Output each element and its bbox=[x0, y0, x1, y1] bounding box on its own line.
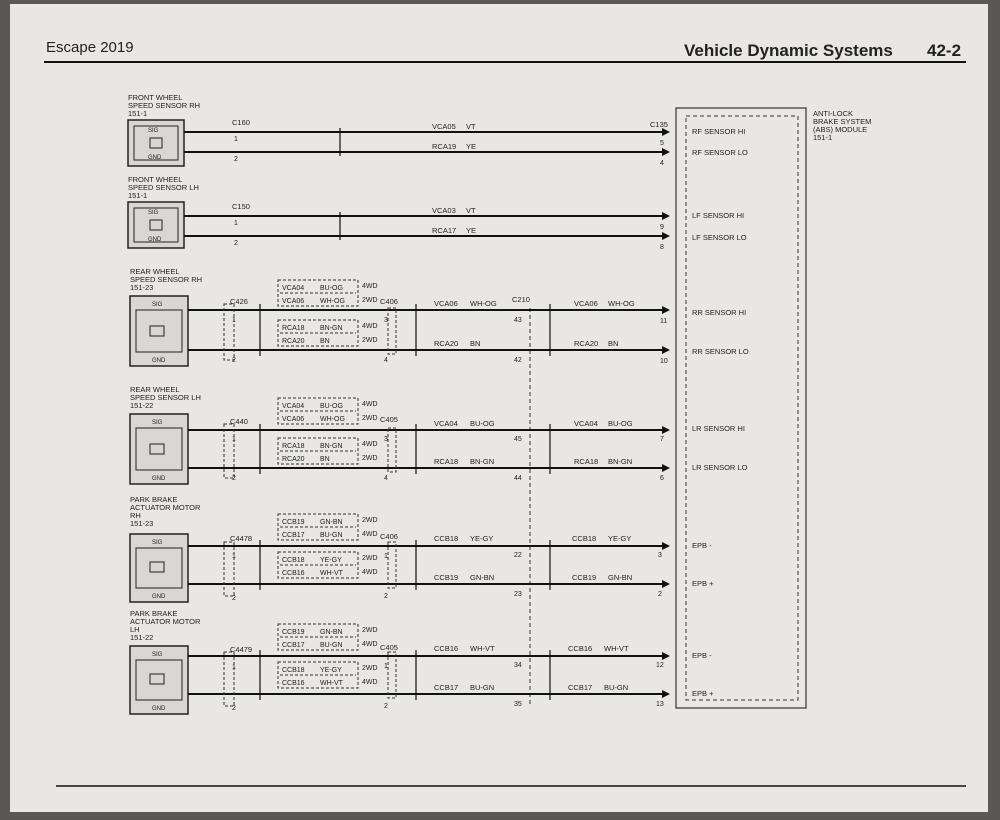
front-lh-circuit-lo: RCA17 bbox=[432, 226, 457, 235]
front-rh-connector: C160 bbox=[232, 118, 250, 127]
park-rh-circuit-hi: CCB18 bbox=[434, 534, 459, 543]
front-rh-circuit-hi: VCA05 bbox=[432, 122, 456, 131]
rear-lh-mod-pin-lo: 6 bbox=[660, 475, 664, 482]
rear-lh-circuit-lo: RCA18 bbox=[434, 457, 459, 466]
front-lh-circuit-hi: VCA03 bbox=[432, 206, 456, 215]
front-rh-gnd-label: GND bbox=[148, 155, 162, 161]
rear-lh-vbox-hi-color-b: WH-OG bbox=[320, 416, 345, 423]
park-rh-vbox-lo-variant-b: 4WD bbox=[362, 569, 378, 576]
park-lh-label-4: 151-22 bbox=[130, 633, 154, 642]
park-lh-vbox-hi-circuit-a: CCB19 bbox=[282, 629, 305, 636]
park-lh-inline-pin-lo: 35 bbox=[514, 701, 522, 708]
rear-lh-circuit2-hi: VCA04 bbox=[574, 419, 598, 428]
rear-lh-sensor-section bbox=[130, 385, 748, 484]
park-lh-vbox-lo-circuit-a: CCB18 bbox=[282, 667, 305, 674]
wiring-diagram bbox=[10, 4, 988, 812]
rear-rh-label-2: SPEED SENSOR RH bbox=[130, 275, 203, 284]
rear-rh-color-hi: WH-OG bbox=[470, 299, 497, 308]
arrow-epb-lh-pos bbox=[662, 690, 670, 698]
arrow-lr-lo bbox=[662, 464, 670, 472]
rear-rh-circuit2-hi: VCA06 bbox=[574, 299, 598, 308]
park-rh-mid-connector: C406 bbox=[380, 532, 398, 541]
park-rh-inline-pin-lo: 23 bbox=[514, 591, 522, 598]
park-lh-vbox-hi-color-a: GN-BN bbox=[320, 629, 343, 636]
park-lh-vbox-lo-color-b: WH-VT bbox=[320, 680, 343, 687]
park-rh-color2-lo: GN-BN bbox=[608, 573, 633, 582]
park-lh-color-lo: BU-GN bbox=[470, 683, 495, 692]
rear-lh-gnd-label: GND bbox=[152, 476, 166, 482]
rear-lh-c405-outline bbox=[388, 428, 396, 472]
rear-lh-color-lo: BN-GN bbox=[470, 457, 495, 466]
park-rh-pin-1: 1 bbox=[232, 553, 236, 560]
rear-rh-connector: C426 bbox=[230, 297, 248, 306]
front-lh-gnd-label: GND bbox=[148, 237, 162, 243]
rear-rh-label-3: 151-23 bbox=[130, 283, 154, 292]
front-rh-signal-lo: RF SENSOR LO bbox=[692, 148, 748, 157]
park-rh-vbox-hi-circuit-b: CCB17 bbox=[282, 532, 305, 539]
park-lh-c4479-outline bbox=[224, 652, 234, 706]
park-lh-sig-label: SIG bbox=[152, 652, 163, 658]
park-rh-sig-label: SIG bbox=[152, 540, 163, 546]
rear-lh-vbox-lo-variant-b: 2WD bbox=[362, 455, 378, 462]
rear-rh-color2-hi: WH-OG bbox=[608, 299, 635, 308]
park-rh-inline-pin-hi: 22 bbox=[514, 552, 522, 559]
model-year-label: Escape 2019 bbox=[46, 39, 134, 56]
rear-lh-vbox-hi-circuit-b: VCA06 bbox=[282, 416, 305, 423]
rear-rh-pin-2: 2 bbox=[232, 357, 236, 364]
abs-module-label-3: (ABS) MODULE bbox=[813, 125, 868, 134]
rear-lh-inline-pin-hi: 45 bbox=[514, 436, 522, 443]
front-lh-signal-hi: LF SENSOR HI bbox=[692, 211, 745, 220]
park-lh-vbox-lo-circuit-b: CCB16 bbox=[282, 680, 305, 687]
front-lh-connector: C150 bbox=[232, 202, 250, 211]
front-lh-pin-2: 2 bbox=[234, 240, 238, 247]
park-lh-gnd-label: GND bbox=[152, 706, 166, 712]
park-lh-vbox-hi-color-b: BU-GN bbox=[320, 642, 343, 649]
rear-rh-circuit-lo: RCA20 bbox=[434, 339, 459, 348]
front-rh-mod-pin-lo: 4 bbox=[660, 160, 664, 167]
rear-lh-label-2: SPEED SENSOR LH bbox=[130, 393, 201, 402]
front-lh-color-hi: VT bbox=[466, 206, 476, 215]
rear-rh-color-lo: BN bbox=[470, 339, 481, 348]
front-lh-sensor-section bbox=[128, 175, 747, 251]
front-lh-pin-1: 1 bbox=[234, 220, 238, 227]
park-rh-vbox-lo-color-b: WH-VT bbox=[320, 570, 343, 577]
park-rh-pin-2: 2 bbox=[232, 595, 236, 602]
front-rh-sensor-section bbox=[128, 93, 748, 167]
park-lh-actuator-section bbox=[130, 609, 714, 714]
front-lh-label-1: FRONT WHEEL bbox=[128, 175, 183, 184]
rear-lh-c440-outline bbox=[224, 424, 234, 478]
park-lh-mod-pin-lo: 13 bbox=[656, 701, 664, 708]
rear-rh-sig-label: SIG bbox=[152, 302, 163, 308]
rear-lh-color2-lo: BN-GN bbox=[608, 457, 633, 466]
park-lh-color2-hi: WH-VT bbox=[604, 644, 629, 653]
park-rh-label-4: 151-23 bbox=[130, 519, 154, 528]
park-rh-label-3: RH bbox=[130, 511, 141, 520]
park-rh-signal-pos: EPB + bbox=[692, 579, 714, 588]
park-rh-mod-pin-lo: 2 bbox=[658, 591, 662, 598]
park-rh-vbox-lo-variant-a: 2WD bbox=[362, 555, 378, 562]
park-rh-vbox-lo-circuit-b: CCB16 bbox=[282, 570, 305, 577]
front-lh-mod-pin-lo: 8 bbox=[660, 244, 664, 251]
rear-lh-sig-label: SIG bbox=[152, 420, 163, 426]
arrow-epb-rh-neg bbox=[662, 542, 670, 550]
park-lh-label-3: LH bbox=[130, 625, 140, 634]
rear-rh-mod-pin-lo: 10 bbox=[660, 358, 668, 365]
front-rh-pin-1: 1 bbox=[234, 136, 238, 143]
front-rh-color-lo: YE bbox=[466, 142, 477, 151]
rear-lh-mid-pin-hi: 3 bbox=[384, 436, 388, 443]
rear-lh-connector: C440 bbox=[230, 417, 248, 426]
arrow-lf-hi bbox=[662, 212, 670, 220]
front-rh-circuit-lo: RCA19 bbox=[432, 142, 457, 151]
park-lh-vbox-hi-circuit-b: CCB17 bbox=[282, 642, 305, 649]
manual-page bbox=[10, 4, 988, 812]
arrow-epb-rh-pos bbox=[662, 580, 670, 588]
park-rh-vbox-lo-color-a: YE-GY bbox=[320, 557, 342, 564]
rear-rh-sensor-section bbox=[130, 267, 749, 366]
park-lh-label-2: ACTUATOR MOTOR bbox=[130, 617, 201, 626]
park-rh-vbox-hi-variant-a: 2WD bbox=[362, 517, 378, 524]
park-lh-circuit2-hi: CCB16 bbox=[568, 644, 593, 653]
park-lh-signal-pos: EPB + bbox=[692, 689, 714, 698]
park-lh-color2-lo: BU-GN bbox=[604, 683, 629, 692]
rear-rh-inline-pin-hi: 43 bbox=[514, 317, 522, 324]
rear-lh-vbox-hi-color-a: BU-OG bbox=[320, 403, 343, 410]
park-lh-mid-pin-lo: 2 bbox=[384, 703, 388, 710]
park-rh-connector: C4478 bbox=[230, 534, 253, 543]
park-rh-color2-hi: YE-GY bbox=[608, 534, 632, 543]
rear-lh-vbox-lo-circuit-a: RCA18 bbox=[282, 443, 305, 450]
abs-module-inner-outline bbox=[686, 116, 798, 700]
arrow-rf-lo bbox=[662, 148, 670, 156]
rear-rh-pin-1: 1 bbox=[232, 317, 236, 324]
rear-lh-mid-pin-lo: 4 bbox=[384, 475, 388, 482]
rear-rh-circuit-hi: VCA06 bbox=[434, 299, 458, 308]
rear-rh-vbox-hi-circuit-b: VCA06 bbox=[282, 298, 305, 305]
module-input-arrows bbox=[662, 128, 670, 698]
park-rh-signal-neg: EPB - bbox=[692, 541, 712, 550]
rear-lh-pin-1: 1 bbox=[232, 436, 236, 443]
park-rh-color-lo: GN-BN bbox=[470, 573, 495, 582]
rear-lh-label-1: REAR WHEEL bbox=[130, 385, 180, 394]
rear-rh-vbox-lo-color-b: BN bbox=[320, 338, 330, 345]
rear-lh-signal-hi: LR SENSOR HI bbox=[692, 424, 745, 433]
arrow-rr-lo bbox=[662, 346, 670, 354]
park-lh-vbox-lo-variant-b: 4WD bbox=[362, 679, 378, 686]
rear-rh-vbox-hi-color-a: BU-OG bbox=[320, 285, 343, 292]
park-lh-color-hi: WH-VT bbox=[470, 644, 495, 653]
rear-lh-circuit2-lo: RCA18 bbox=[574, 457, 599, 466]
park-lh-inline-pin-hi: 34 bbox=[514, 662, 522, 669]
park-rh-vbox-hi-color-b: BU-GN bbox=[320, 532, 343, 539]
rear-rh-mid-pin-lo: 4 bbox=[384, 357, 388, 364]
park-rh-circuit2-hi: CCB18 bbox=[572, 534, 597, 543]
park-rh-color-hi: YE-GY bbox=[470, 534, 494, 543]
abs-module-label-2: BRAKE SYSTEM bbox=[813, 117, 872, 126]
park-lh-label-1: PARK BRAKE bbox=[130, 609, 178, 618]
rear-rh-vbox-hi-variant-a: 4WD bbox=[362, 283, 378, 290]
rear-rh-vbox-lo-variant-a: 4WD bbox=[362, 323, 378, 330]
front-rh-label-3: 151-1 bbox=[128, 109, 148, 118]
rear-lh-mid-connector: C405 bbox=[380, 415, 398, 424]
rear-rh-vbox-lo-variant-b: 2WD bbox=[362, 337, 378, 344]
rear-rh-vbox-lo-circuit-a: RCA18 bbox=[282, 325, 305, 332]
front-rh-label-2: SPEED SENSOR RH bbox=[128, 101, 201, 110]
arrow-rf-hi bbox=[662, 128, 670, 136]
rear-rh-inline-pin-lo: 42 bbox=[514, 357, 522, 364]
park-rh-vbox-hi-variant-b: 4WD bbox=[362, 531, 378, 538]
rear-rh-label-1: REAR WHEEL bbox=[130, 267, 180, 276]
park-lh-pin-2: 2 bbox=[232, 705, 236, 712]
rear-lh-label-3: 151-22 bbox=[130, 401, 154, 410]
park-rh-gnd-label: GND bbox=[152, 594, 166, 600]
rear-rh-vbox-hi-color-b: WH-OG bbox=[320, 298, 345, 305]
park-lh-circuit-hi: CCB16 bbox=[434, 644, 459, 653]
park-lh-mid-connector: C405 bbox=[380, 643, 398, 652]
park-rh-label-2: ACTUATOR MOTOR bbox=[130, 503, 201, 512]
arrow-epb-lh-neg bbox=[662, 652, 670, 660]
park-lh-vbox-lo-variant-a: 2WD bbox=[362, 665, 378, 672]
front-rh-signal-hi: RF SENSOR HI bbox=[692, 127, 746, 136]
park-rh-mid-pin-hi: 1 bbox=[384, 553, 388, 560]
front-rh-sig-label: SIG bbox=[148, 128, 159, 134]
rear-rh-mid-pin-hi: 3 bbox=[384, 317, 388, 324]
c210-inline-connector-label: C210 bbox=[512, 295, 530, 304]
abs-module-label-4: 151-1 bbox=[813, 133, 833, 142]
park-lh-vbox-hi-variant-a: 2WD bbox=[362, 627, 378, 634]
front-rh-module-connector: C135 bbox=[650, 120, 668, 129]
front-lh-color-lo: YE bbox=[466, 226, 477, 235]
front-lh-signal-lo: LF SENSOR LO bbox=[692, 233, 747, 242]
front-lh-label-3: 151-1 bbox=[128, 191, 148, 200]
rear-lh-vbox-hi-circuit-a: VCA04 bbox=[282, 403, 305, 410]
rear-lh-mod-pin-hi: 7 bbox=[660, 436, 664, 443]
park-rh-mid-pin-lo: 2 bbox=[384, 593, 388, 600]
front-rh-mod-pin-hi: 5 bbox=[660, 140, 664, 147]
rear-rh-color2-lo: BN bbox=[608, 339, 619, 348]
front-lh-mod-pin-hi: 9 bbox=[660, 224, 664, 231]
park-rh-actuator-section bbox=[130, 495, 714, 602]
rear-lh-circuit-hi: VCA04 bbox=[434, 419, 458, 428]
park-rh-circuit2-lo: CCB19 bbox=[572, 573, 597, 582]
rear-rh-c426-outline bbox=[224, 304, 234, 360]
park-rh-c4478-outline bbox=[224, 542, 234, 596]
park-rh-vbox-hi-color-a: GN-BN bbox=[320, 519, 343, 526]
rear-lh-vbox-lo-variant-a: 4WD bbox=[362, 441, 378, 448]
rear-lh-vbox-hi-variant-a: 4WD bbox=[362, 401, 378, 408]
rear-lh-pin-2: 2 bbox=[232, 475, 236, 482]
park-lh-signal-neg: EPB - bbox=[692, 651, 712, 660]
abs-module-box bbox=[676, 108, 806, 708]
park-lh-circuit-lo: CCB17 bbox=[434, 683, 459, 692]
rear-lh-vbox-lo-circuit-b: RCA20 bbox=[282, 456, 305, 463]
rear-rh-signal-hi: RR SENSOR HI bbox=[692, 308, 747, 317]
park-rh-circuit-lo: CCB19 bbox=[434, 573, 459, 582]
park-lh-circuit2-lo: CCB17 bbox=[568, 683, 593, 692]
rear-rh-circuit2-lo: RCA20 bbox=[574, 339, 599, 348]
park-lh-vbox-hi-variant-b: 4WD bbox=[362, 641, 378, 648]
abs-module-label-1: ANTI-LOCK bbox=[813, 109, 854, 118]
rear-lh-vbox-hi-variant-b: 2WD bbox=[362, 415, 378, 422]
rear-rh-vbox-lo-circuit-b: RCA20 bbox=[282, 338, 305, 345]
rear-rh-vbox-lo-color-a: BN-GN bbox=[320, 325, 343, 332]
rear-lh-color2-hi: BU-OG bbox=[608, 419, 633, 428]
arrow-lf-lo bbox=[662, 232, 670, 240]
park-rh-mod-pin-hi: 3 bbox=[658, 552, 662, 559]
park-lh-mid-pin-hi: 1 bbox=[384, 663, 388, 670]
front-rh-color-hi: VT bbox=[466, 122, 476, 131]
rear-lh-vbox-lo-color-a: BN-GN bbox=[320, 443, 343, 450]
rear-rh-signal-lo: RR SENSOR LO bbox=[692, 347, 749, 356]
front-lh-label-2: SPEED SENSOR LH bbox=[128, 183, 199, 192]
rear-lh-signal-lo: LR SENSOR LO bbox=[692, 463, 748, 472]
page-number: 42-2 bbox=[927, 41, 962, 60]
rear-rh-vbox-hi-circuit-a: VCA04 bbox=[282, 285, 305, 292]
rear-rh-c406-outline bbox=[388, 308, 396, 354]
park-lh-mod-pin-hi: 12 bbox=[656, 662, 664, 669]
park-lh-connector: C4479 bbox=[230, 645, 253, 654]
rear-lh-vbox-lo-color-b: BN bbox=[320, 456, 330, 463]
rear-rh-vbox-hi-variant-b: 2WD bbox=[362, 297, 378, 304]
arrow-rr-hi bbox=[662, 306, 670, 314]
park-lh-vbox-lo-color-a: YE-GY bbox=[320, 667, 342, 674]
rear-rh-mod-pin-hi: 11 bbox=[660, 318, 668, 325]
park-rh-vbox-lo-circuit-a: CCB18 bbox=[282, 557, 305, 564]
arrow-lr-hi bbox=[662, 426, 670, 434]
front-rh-pin-2: 2 bbox=[234, 156, 238, 163]
park-rh-label-1: PARK BRAKE bbox=[130, 495, 178, 504]
park-rh-vbox-hi-circuit-a: CCB19 bbox=[282, 519, 305, 526]
park-lh-c405-outline bbox=[388, 652, 396, 698]
rear-lh-inline-pin-lo: 44 bbox=[514, 475, 522, 482]
front-lh-sig-label: SIG bbox=[148, 210, 159, 216]
rear-rh-mid-connector: C406 bbox=[380, 297, 398, 306]
park-lh-pin-1: 1 bbox=[232, 664, 236, 671]
front-rh-label-1: FRONT WHEEL bbox=[128, 93, 183, 102]
section-title: Vehicle Dynamic Systems bbox=[684, 41, 893, 60]
rear-rh-gnd-label: GND bbox=[152, 358, 166, 364]
rear-lh-color-hi: BU-OG bbox=[470, 419, 495, 428]
park-rh-c406-outline bbox=[388, 542, 396, 588]
